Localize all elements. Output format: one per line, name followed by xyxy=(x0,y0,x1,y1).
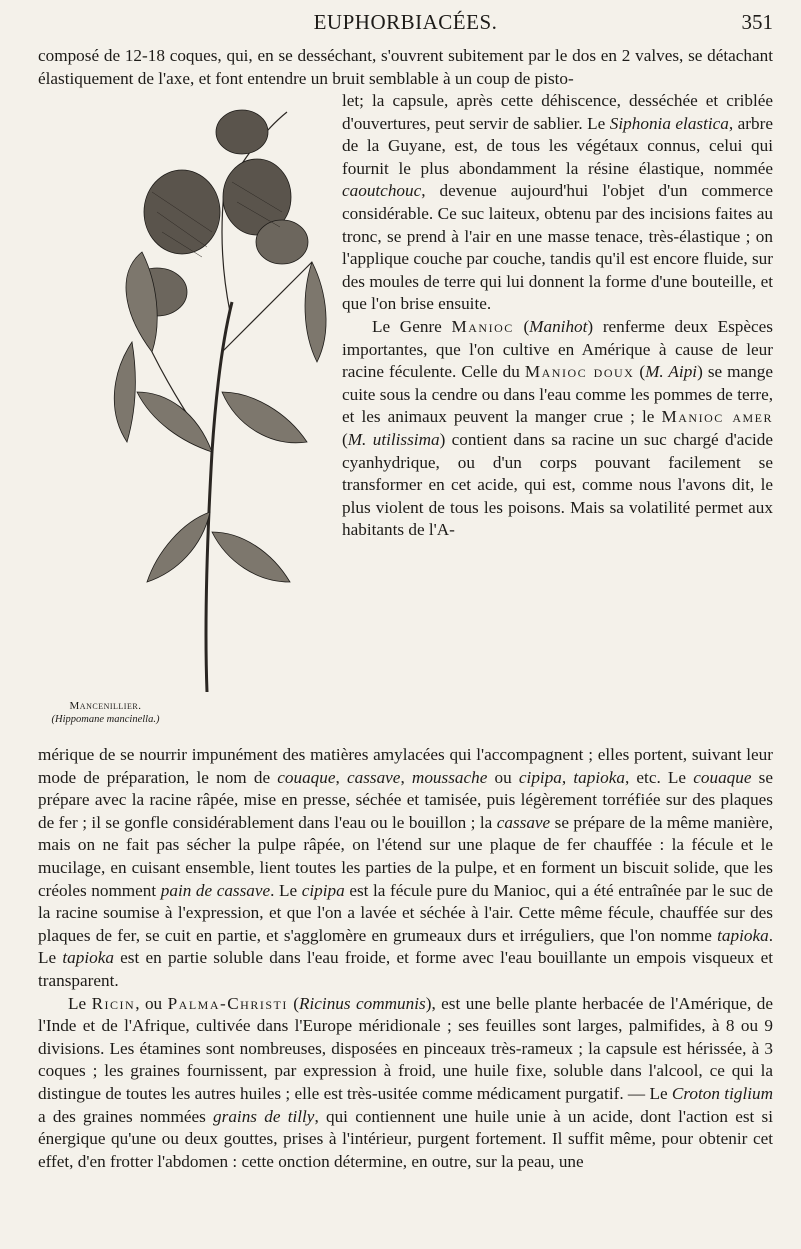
text-run: , etc. Le xyxy=(624,767,694,787)
manchineel-illustration xyxy=(112,92,337,692)
italic-term: caoutchouc xyxy=(342,181,422,201)
small-caps-term: Palma-Christi xyxy=(167,993,288,1013)
paragraph-ricin xyxy=(38,993,773,1174)
italic-term: cassave xyxy=(346,767,401,787)
text-run: let; la capsule, après cette déhiscence, desséchée et criblée d'ouvertures, peut servir de sablier. Le xyxy=(342,91,773,133)
intro-paragraph xyxy=(38,45,773,90)
text-run: se prépare de la même manière, mais on ne fait pas sécher la pulpe râpée, on l'étend sur une plaque de fer chauffée : la fécule et le mucilage, en cuisant ensemble, lient toutes les parties de la pulpe, et en forment un biscuit solide, que les créoles nomment xyxy=(38,812,773,900)
italic-term: Croton tiglium xyxy=(671,1083,773,1103)
italic-term: tapioka xyxy=(62,948,114,968)
text-run: , xyxy=(561,767,574,787)
text-run: ) contient dans sa racine un suc chargé d'acide cyanhydrique, ou d'un corps pouvant facilement se transformer en cet acide, qui est, comme nous l'avons dit, le plus violent de tous les poisons. Mais sa volatilité permet aux habitants de l'A- xyxy=(342,429,773,540)
italic-term: tapioka xyxy=(717,925,769,945)
text-run: ( xyxy=(634,362,646,382)
text-run: . Le xyxy=(38,925,773,968)
text-run: Le xyxy=(68,993,92,1013)
italic-term: pain de cassave xyxy=(160,880,271,900)
text-run: se prépare avec la racine râpée, mise en presse, séchée et tamisée, puis légèrement torréfiée sur des plaques de fer ; il se gonfle considérablement dans l'eau ou le bouillon ; la xyxy=(38,767,773,832)
paragraph-manioc xyxy=(342,316,773,542)
text-run: ou xyxy=(487,767,519,787)
text-run: , ou xyxy=(135,993,168,1013)
italic-term: Ricinus communis xyxy=(299,993,426,1013)
italic-term: cassave xyxy=(496,812,551,832)
text-run: ) renferme deux Espèces importantes, que l'on cultive en Amérique à cause de leur racine féculente. Celle du xyxy=(342,316,773,382)
italic-term: couaque xyxy=(693,767,752,787)
italic-term: grains de tilly xyxy=(213,1106,315,1126)
italic-term: cipipa xyxy=(301,880,345,900)
figure-caption xyxy=(38,700,173,726)
text-run: mérique de se nourrir impunément des matières amylacées qui l'accompagnent ; elles portent, suivant leur mode de préparation, le nom de xyxy=(38,745,773,787)
text-run: Le Genre xyxy=(372,316,452,336)
manchineel-branch-icon xyxy=(112,92,337,692)
italic-term: tapioka xyxy=(573,767,625,787)
text-run: ( xyxy=(287,993,300,1013)
italic-term: Manihot xyxy=(529,316,588,336)
page-header xyxy=(38,6,773,36)
text-run: ), est une belle plante herbacée de l'Amérique, de l'Inde et de l'Afrique, cultivée dans l'Europe méridionale ; ses feuilles sont larges, palmifides, à 8 ou 9 divisions. Les étamines sont nombreuses, disposées en pinceaux très-rameux ; la capsule est hérissée, à 3 coques ; les graines fournissent, par expression à froid, une huile fixe, soluble dans l'alcool, ce qui la distingue de toutes les autres huiles ; elle est très-usitée comme médicament purgatif. — Le xyxy=(38,993,773,1103)
small-caps-term: Manioc xyxy=(451,316,514,336)
intro-text: composé de 12-18 coques, qui, en se desséchant, s'ouvrent subitement par le dos en 2 valves, se détachant élastiquement de l'axe, et font entendre un bruit semblable à un coup de pisto- xyxy=(38,46,773,88)
italic-term: couaque xyxy=(277,767,336,787)
text-run: , qui contiennent une huile unie à un acide, dont l'action est si énergique qu'une ou deux gouttes, prises à l'intérieur, purgent fortement. Il suffit même, pour obtenir cet effet, d'en frotter l'abdomen : cette onction détermine, en outre, sur la peau, une xyxy=(38,1106,773,1171)
italic-term: cipipa xyxy=(518,767,562,787)
caption-title: Mancenillier. xyxy=(69,700,142,712)
bottom-text xyxy=(38,744,773,1173)
italic-term: Siphonia elastica xyxy=(609,113,729,133)
text-run: . Le xyxy=(270,880,302,900)
column-text xyxy=(342,90,773,542)
small-caps-term: Ricin xyxy=(91,993,136,1013)
text-run: , arbre de la Guyane, est, de tous les végétaux connus, celui qui fournit le plus abondamment la résine élastique, nommée xyxy=(342,113,773,178)
italic-term: moussache xyxy=(411,767,488,787)
italic-term: M. Aipi xyxy=(645,362,698,382)
text-run: ( xyxy=(513,316,530,336)
small-caps-term: Manioc amer xyxy=(661,407,773,427)
running-title: EUPHORBIACÉES. xyxy=(313,10,498,34)
text-run: ) se mange cuite sous la cendre ou dans l'eau comme les pommes de terre, et les animaux peuvent la manger crue ; le xyxy=(342,362,773,427)
small-caps-term: Manioc doux xyxy=(524,362,635,382)
paragraph-tapioka xyxy=(38,744,773,993)
paragraph-caoutchouc xyxy=(342,90,773,316)
italic-term: M. utilissima xyxy=(347,429,440,449)
text-run: est en partie soluble dans l'eau froide, et forme avec l'eau bouillante un empois visqueux et transparent. xyxy=(38,948,773,990)
text-run: ( xyxy=(342,429,348,449)
text-run: , devenue aujourd'hui l'objet d'un commerce considérable. Ce suc laiteux, obtenu par des incisions faites au tronc, se prend à l'air en une masse tenace, très-élastique ; on l'applique couche par couche, tandis qu'il est encore fluide, sur des moules de terre qui lui donnent la forme d'une bouteille, et que l'on brise ensuite. xyxy=(342,181,773,314)
text-run: , xyxy=(400,767,412,787)
caption-subtitle: (Hippomane mancinella.) xyxy=(51,714,160,725)
text-run: a des graines nommées xyxy=(38,1106,214,1126)
page-number: 351 xyxy=(741,10,773,34)
text-run: , xyxy=(335,767,347,787)
text-run: est la fécule pure du Manioc, qui a été entraînée par le suc de la racine soumise à l'expression, et que l'on a lavée et séchée à l'air. Cette même fécule, chauffée sur des plaques de fer, se cuit en partie, et s'agglomère en grumeaux durs et irréguliers, que l'on nomme xyxy=(38,880,773,945)
